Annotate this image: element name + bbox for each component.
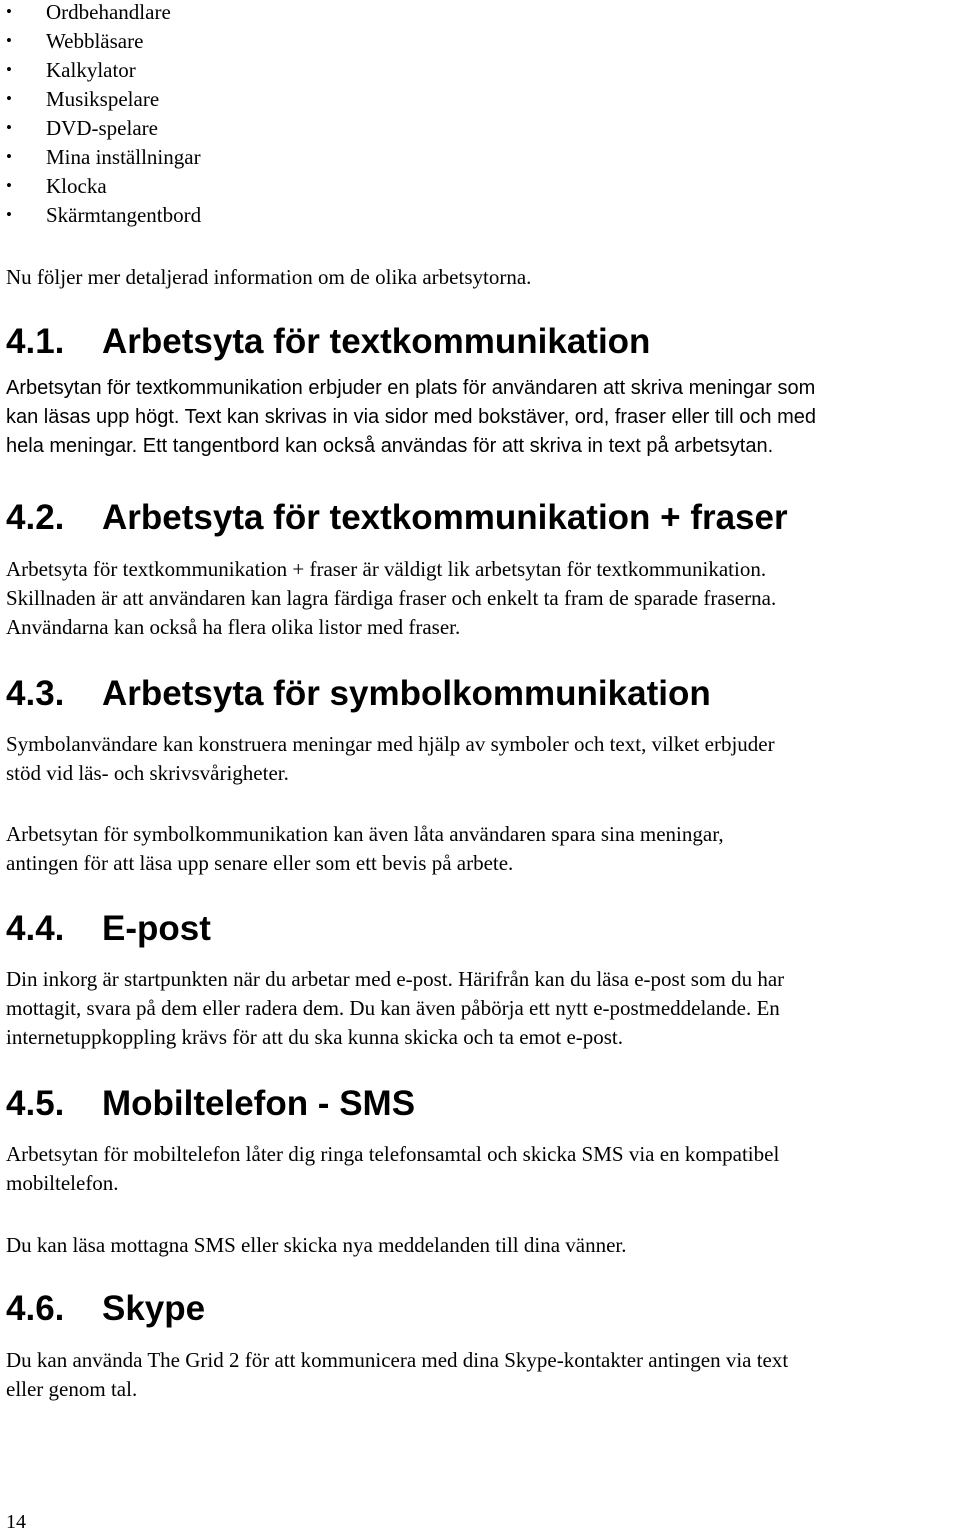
section-number: 4.2. — [6, 498, 65, 537]
bullet-icon: • — [6, 147, 12, 166]
section-title: E-post — [102, 909, 211, 948]
section-paragraph: Arbetsytan för mobiltelefon låter dig ringa telefonsamtal och skicka SMS via en kompatibel mobiltelefon. — [6, 1142, 780, 1195]
section-heading — [6, 909, 211, 949]
bullet-icon: • — [6, 2, 12, 21]
section-heading — [6, 322, 650, 362]
section-title: Arbetsyta för textkommunikation — [102, 322, 651, 361]
bullet-icon: • — [6, 205, 12, 224]
section-number: 4.1. — [6, 322, 65, 361]
section-number: 4.4. — [6, 909, 65, 948]
section-title: Arbetsyta för textkommunikation + fraser — [102, 498, 788, 537]
section-paragraph: Du kan använda The Grid 2 för att kommunicera med dina Skype-kontakter antingen via text eller genom tal. — [6, 1348, 789, 1401]
section-number: 4.6. — [6, 1289, 65, 1328]
section-paragraph: Arbetsyta för textkommunikation + fraser är väldigt lik arbetsytan för textkommunikation. Skillnaden är att användaren kan lagra färdiga fraser och enkelt ta fram de sparade fraserna. Användarna kan också ha flera olika listor med fraser. — [6, 557, 777, 639]
section-paragraph: Arbetsytan för symbolkommunikation kan även låta användaren spara sina meningar, antingen för att läsa upp senare eller som ett bevis på arbete. — [6, 822, 724, 875]
section-heading — [6, 498, 788, 538]
section-title: Skype — [102, 1289, 206, 1328]
section-heading — [6, 1289, 205, 1329]
section-heading — [6, 1084, 415, 1124]
section-paragraph: Arbetsytan för textkommunikation erbjuder en plats för användaren att skriva meningar som kan läsas upp högt. Text kan skrivas in via sidor med bokstäver, ord, fraser eller till och med hela meningar. Ett tangentbord kan också användas för att skriva in text på arbetsytan. — [6, 377, 817, 457]
section-paragraph: Symbolanvändare kan konstruera meningar med hjälp av symboler och text, vilket erbjuder stöd vid läs- och skrivsvårigheter. — [6, 732, 775, 785]
section-number: 4.3. — [6, 674, 65, 713]
bullet-icon: • — [6, 60, 12, 79]
section-paragraph: Din inkorg är startpunkten när du arbetar med e-post. Härifrån kan du läsa e-post som du har mottagit, svara på dem eller radera dem. Du kan även påbörja ett nytt e-postmeddelande. En internetuppkoppling krävs för att du ska kunna skicka och ta emot e-post. — [6, 967, 785, 1049]
section-title: Arbetsyta för symbolkommunikation — [102, 674, 711, 713]
section-title: Mobiltelefon - SMS — [102, 1084, 416, 1123]
bullet-icon: • — [6, 89, 12, 108]
section-number: 4.5. — [6, 1084, 65, 1123]
section-heading — [6, 674, 711, 714]
intro-paragraph: Nu följer mer detaljerad information om de olika arbetsytorna. — [6, 265, 532, 289]
bullet-icon: • — [6, 176, 12, 195]
page-number: 14 — [6, 1511, 26, 1533]
section-paragraph: Du kan läsa mottagna SMS eller skicka nya meddelanden till dina vänner. — [6, 1233, 627, 1257]
bullet-icon: • — [6, 118, 12, 137]
bullet-icon: • — [6, 31, 12, 50]
